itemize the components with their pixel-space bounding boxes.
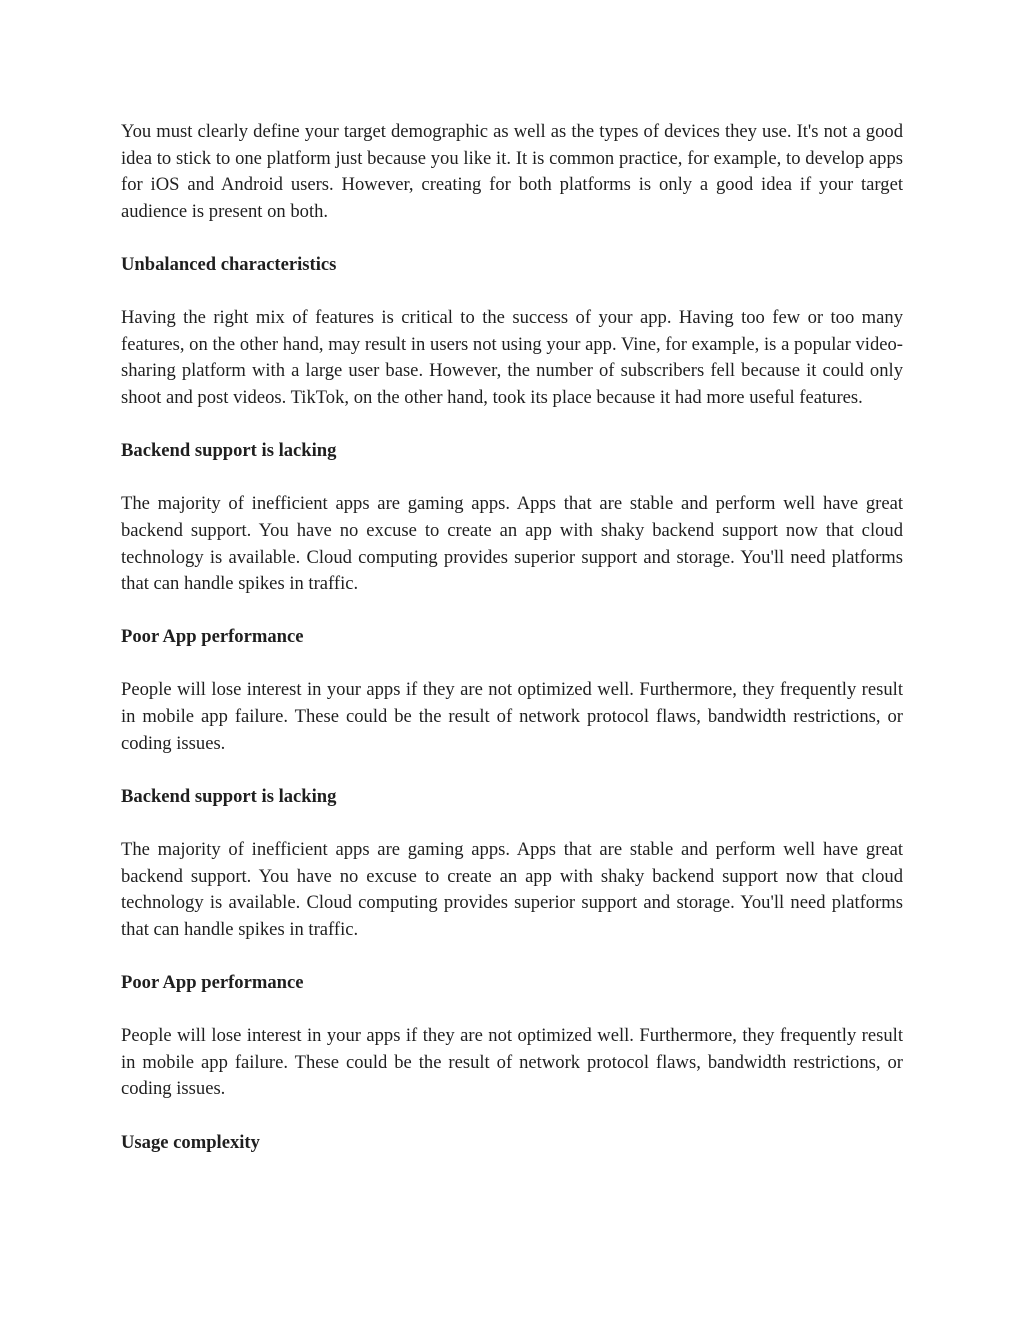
- document-page: [121, 119, 903, 1183]
- heading-usage-complexity: Usage complexity: [121, 1131, 260, 1153]
- heading-backend-support-repeat: Backend support is lacking: [121, 785, 337, 807]
- heading-backend-support: Backend support is lacking: [121, 440, 337, 462]
- paragraph-backend-support: The majority of inefficient apps are gaming apps. Apps that are stable and perform well have great backend support. You have no excuse to create an app with shaky backend support now that cloud technology is available. Cloud computing provides superior support and storage. You'll need platforms that can handle spikes in traffic.: [121, 493, 903, 595]
- heading-unbalanced-characteristics: Unbalanced characteristics: [121, 253, 337, 275]
- paragraph-target-demographic: You must clearly define your target demographic as well as the types of devices they use. It's not a good idea to stick to one platform just because you like it. It is common practice, for example, to develop apps for iOS and Android users. However, creating for both platforms is only a good idea if your target audience is present on both.: [121, 121, 903, 222]
- paragraph-app-performance: People will lose interest in your apps if they are not optimized well. Furthermore, they frequently result in mobile app failure. These could be the result of network protocol flaws, bandwidth restrictions, or coding issues.: [121, 679, 903, 754]
- paragraph-features-mix: Having the right mix of features is critical to the success of your app. Having too few or too many features, on the other hand, may result in users not using your app. Vine, for example, is a popular video-sharing platform with a large user base. However, the number of subscribers fell because it could only shoot and post videos. TikTok, on the other hand, took its place because it had more useful features.: [121, 307, 903, 408]
- paragraph-app-performance-repeat: People will lose interest in your apps if they are not optimized well. Furthermore, they frequently result in mobile app failure. These could be the result of network protocol flaws, bandwidth restrictions, or coding issues.: [121, 1025, 903, 1100]
- heading-poor-app-performance: Poor App performance: [121, 626, 304, 648]
- paragraph-backend-support-repeat: The majority of inefficient apps are gaming apps. Apps that are stable and perform well have great backend support. You have no excuse to create an app with shaky backend support now that cloud technology is available. Cloud computing provides superior support and storage. You'll need platforms that can handle spikes in traffic.: [121, 839, 903, 940]
- heading-poor-app-performance-repeat: Poor App performance: [121, 972, 304, 993]
